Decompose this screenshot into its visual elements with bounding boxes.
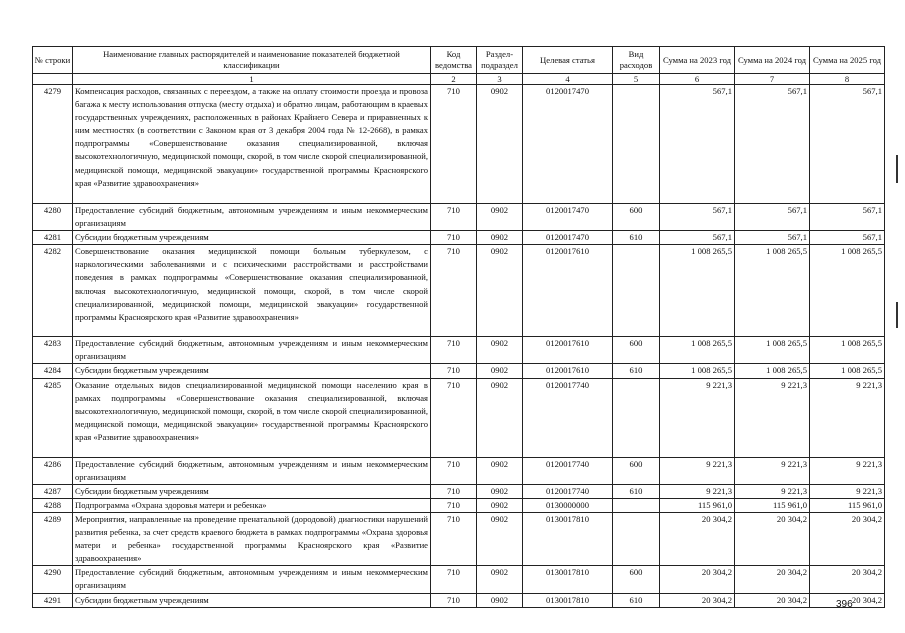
row-name: Оказание отдельных видов специализированной медицинской помощи населению края в рамках подпрограммы «Совершенствование оказания специализированной, включая высокотехнологичную, медицинской помощи, скорой, в том числе скорой специализированной, медицинской помощи, медицинской эвакуации» государственной программы Красноярского края «Развитие здравоохранения» <box>73 378 431 457</box>
amount-2024: 9 221,3 <box>735 457 810 484</box>
row-name: Компенсация расходов, связанных с переездом, а также на оплату стоимости проезда и провоза багажа к месту использования отпуска (месту отдыха) и обратно лицам, работающим в краевых государственных учреждениях, расположенных в районах Крайнего Севера и приравненных к ним местностях (в соответствии с Законом края от 3 декабря 2004 года № 12-2668), в рамках подпрограммы «Совершенствование оказания специализированной, включая высокотехнологичную, медицинской помощи, скорой, в том числе скорой специализированной, медицинской помощи, медицинской эвакуации» государственной программы Красноярского края «Развитие здравоохранения» <box>73 85 431 204</box>
target-item-code: 0120017610 <box>523 245 613 337</box>
expense-type-code: 600 <box>613 337 660 364</box>
amount-2024: 20 304,2 <box>735 593 810 607</box>
row-name: Субсидии бюджетным учреждениям <box>73 231 431 245</box>
row-number: 4286 <box>33 457 73 484</box>
header-row-number: № строки <box>33 47 73 74</box>
amount-2025: 1 008 265,5 <box>810 364 885 378</box>
amount-2023: 567,1 <box>660 204 735 231</box>
amount-2025: 567,1 <box>810 85 885 204</box>
expense-type-code: 610 <box>613 484 660 498</box>
expense-type-code <box>613 378 660 457</box>
expense-type-code: 610 <box>613 231 660 245</box>
amount-2025: 115 961,0 <box>810 498 885 512</box>
header-name: Наименование главных распорядителей и наименование показателей бюджетной классификации <box>73 47 431 74</box>
target-item-code: 0120017610 <box>523 337 613 364</box>
target-item-code: 0130000000 <box>523 498 613 512</box>
target-item-code: 0120017470 <box>523 204 613 231</box>
section-code: 0902 <box>477 364 523 378</box>
table-row <box>33 593 885 607</box>
amount-2024: 567,1 <box>735 231 810 245</box>
section-code: 0902 <box>477 231 523 245</box>
column-index: 4 <box>523 74 613 85</box>
header-amount-2024: Сумма на 2024 год <box>735 47 810 74</box>
table-row <box>33 204 885 231</box>
amount-2025: 1 008 265,5 <box>810 337 885 364</box>
scan-edge-mark <box>896 302 898 328</box>
amount-2025: 9 221,3 <box>810 457 885 484</box>
dept-code: 710 <box>431 512 477 565</box>
header-amount-2025: Сумма на 2025 год <box>810 47 885 74</box>
target-item-code: 0130017810 <box>523 566 613 593</box>
column-index: 7 <box>735 74 810 85</box>
expense-type-code <box>613 245 660 337</box>
header-expense-type: Вид расходов <box>613 47 660 74</box>
target-item-code: 0130017810 <box>523 512 613 565</box>
amount-2025: 9 221,3 <box>810 378 885 457</box>
dept-code: 710 <box>431 245 477 337</box>
amount-2023: 567,1 <box>660 231 735 245</box>
section-code: 0902 <box>477 204 523 231</box>
amount-2023: 9 221,3 <box>660 378 735 457</box>
row-name: Предоставление субсидий бюджетным, автономным учреждениям и иным некоммерческим организациям <box>73 337 431 364</box>
row-number: 4284 <box>33 364 73 378</box>
column-index: 3 <box>477 74 523 85</box>
amount-2025: 567,1 <box>810 204 885 231</box>
table-row <box>33 364 885 378</box>
section-code: 0902 <box>477 566 523 593</box>
target-item-code: 0120017740 <box>523 457 613 484</box>
amount-2023: 20 304,2 <box>660 566 735 593</box>
table-row <box>33 231 885 245</box>
row-number: 4280 <box>33 204 73 231</box>
amount-2025: 567,1 <box>810 231 885 245</box>
dept-code: 710 <box>431 204 477 231</box>
dept-code: 710 <box>431 85 477 204</box>
dept-code: 710 <box>431 337 477 364</box>
amount-2024: 9 221,3 <box>735 378 810 457</box>
row-name: Субсидии бюджетным учреждениям <box>73 364 431 378</box>
table-row <box>33 378 885 457</box>
amount-2024: 1 008 265,5 <box>735 337 810 364</box>
amount-2024: 9 221,3 <box>735 484 810 498</box>
table-row <box>33 85 885 204</box>
row-name: Предоставление субсидий бюджетным, автономным учреждениям и иным некоммерческим организациям <box>73 566 431 593</box>
row-number: 4287 <box>33 484 73 498</box>
row-name: Предоставление субсидий бюджетным, автономным учреждениям и иным некоммерческим организациям <box>73 457 431 484</box>
row-number: 4279 <box>33 85 73 204</box>
target-item-code: 0120017740 <box>523 484 613 498</box>
table-body <box>33 85 885 608</box>
amount-2023: 20 304,2 <box>660 512 735 565</box>
column-index: 8 <box>810 74 885 85</box>
amount-2023: 20 304,2 <box>660 593 735 607</box>
row-name: Предоставление субсидий бюджетным, автономным учреждениям и иным некоммерческим организациям <box>73 204 431 231</box>
row-number: 4289 <box>33 512 73 565</box>
row-name: Субсидии бюджетным учреждениям <box>73 593 431 607</box>
row-name: Подпрограмма «Охрана здоровья матери и ребенка» <box>73 498 431 512</box>
target-item-code: 0130017810 <box>523 593 613 607</box>
amount-2023: 1 008 265,5 <box>660 364 735 378</box>
row-number: 4283 <box>33 337 73 364</box>
target-item-code: 0120017470 <box>523 231 613 245</box>
column-index: 5 <box>613 74 660 85</box>
section-code: 0902 <box>477 593 523 607</box>
table-row <box>33 337 885 364</box>
header-target-item: Целевая статья <box>523 47 613 74</box>
target-item-code: 0120017740 <box>523 378 613 457</box>
row-number: 4281 <box>33 231 73 245</box>
header-dept-code: Код ведомства <box>431 47 477 74</box>
dept-code: 710 <box>431 378 477 457</box>
row-number: 4290 <box>33 566 73 593</box>
amount-2024: 20 304,2 <box>735 512 810 565</box>
section-code: 0902 <box>477 378 523 457</box>
table-row <box>33 566 885 593</box>
amount-2023: 9 221,3 <box>660 457 735 484</box>
page-number: 396 <box>836 599 853 610</box>
section-code: 0902 <box>477 484 523 498</box>
row-number: 4285 <box>33 378 73 457</box>
table-row <box>33 512 885 565</box>
row-number: 4291 <box>33 593 73 607</box>
dept-code: 710 <box>431 364 477 378</box>
column-index <box>33 74 73 85</box>
column-index: 1 <box>73 74 431 85</box>
amount-2023: 9 221,3 <box>660 484 735 498</box>
expense-type-code <box>613 85 660 204</box>
dept-code: 710 <box>431 484 477 498</box>
dept-code: 710 <box>431 457 477 484</box>
dept-code: 710 <box>431 231 477 245</box>
table-row <box>33 498 885 512</box>
target-item-code: 0120017470 <box>523 85 613 204</box>
row-number: 4288 <box>33 498 73 512</box>
expense-type-code <box>613 512 660 565</box>
section-code: 0902 <box>477 85 523 204</box>
amount-2025: 1 008 265,5 <box>810 245 885 337</box>
dept-code: 710 <box>431 566 477 593</box>
table-row <box>33 457 885 484</box>
amount-2025: 20 304,2 <box>810 566 885 593</box>
amount-2024: 115 961,0 <box>735 498 810 512</box>
table-row <box>33 484 885 498</box>
amount-2024: 20 304,2 <box>735 566 810 593</box>
budget-table <box>32 46 885 608</box>
column-index-row <box>33 74 885 85</box>
dept-code: 710 <box>431 593 477 607</box>
dept-code: 710 <box>431 498 477 512</box>
amount-2023: 1 008 265,5 <box>660 337 735 364</box>
amount-2025: 9 221,3 <box>810 484 885 498</box>
amount-2024: 1 008 265,5 <box>735 364 810 378</box>
expense-type-code: 600 <box>613 204 660 231</box>
section-code: 0902 <box>477 337 523 364</box>
amount-2025: 20 304,2 <box>810 593 885 607</box>
expense-type-code <box>613 498 660 512</box>
section-code: 0902 <box>477 245 523 337</box>
header-section: Раздел-подраздел <box>477 47 523 74</box>
column-index: 6 <box>660 74 735 85</box>
row-name: Субсидии бюджетным учреждениям <box>73 484 431 498</box>
expense-type-code: 600 <box>613 566 660 593</box>
amount-2025: 20 304,2 <box>810 512 885 565</box>
header-amount-2023: Сумма на 2023 год <box>660 47 735 74</box>
section-code: 0902 <box>477 457 523 484</box>
expense-type-code: 610 <box>613 593 660 607</box>
target-item-code: 0120017610 <box>523 364 613 378</box>
amount-2024: 1 008 265,5 <box>735 245 810 337</box>
amount-2023: 115 961,0 <box>660 498 735 512</box>
table-row <box>33 245 885 337</box>
amount-2024: 567,1 <box>735 85 810 204</box>
amount-2023: 1 008 265,5 <box>660 245 735 337</box>
row-number: 4282 <box>33 245 73 337</box>
amount-2023: 567,1 <box>660 85 735 204</box>
scan-edge-mark <box>896 155 898 183</box>
section-code: 0902 <box>477 498 523 512</box>
expense-type-code: 600 <box>613 457 660 484</box>
row-name: Совершенствование оказания медицинской помощи больным туберкулезом, с наркологическими заболеваниями и с психическими расстройствами и расстройствами поведения в рамках подпрограммы «Совершенствование оказания специализированной, включая высокотехнологичную, медицинской помощи, скорой, в том числе скорой специализированной, медицинской помощи, медицинской эвакуации» государственной программы Красноярского края «Развитие здравоохранения» <box>73 245 431 337</box>
row-name: Мероприятия, направленные на проведение пренатальной (дородовой) диагностики нарушений развития ребенка, за счет средств краевого бюджета в рамках подпрограммы «Охрана здоровья матери и ребенка» государственной программы Красноярского края «Развитие здравоохранения» <box>73 512 431 565</box>
header-row <box>33 47 885 74</box>
column-index: 2 <box>431 74 477 85</box>
amount-2024: 567,1 <box>735 204 810 231</box>
section-code: 0902 <box>477 512 523 565</box>
expense-type-code: 610 <box>613 364 660 378</box>
